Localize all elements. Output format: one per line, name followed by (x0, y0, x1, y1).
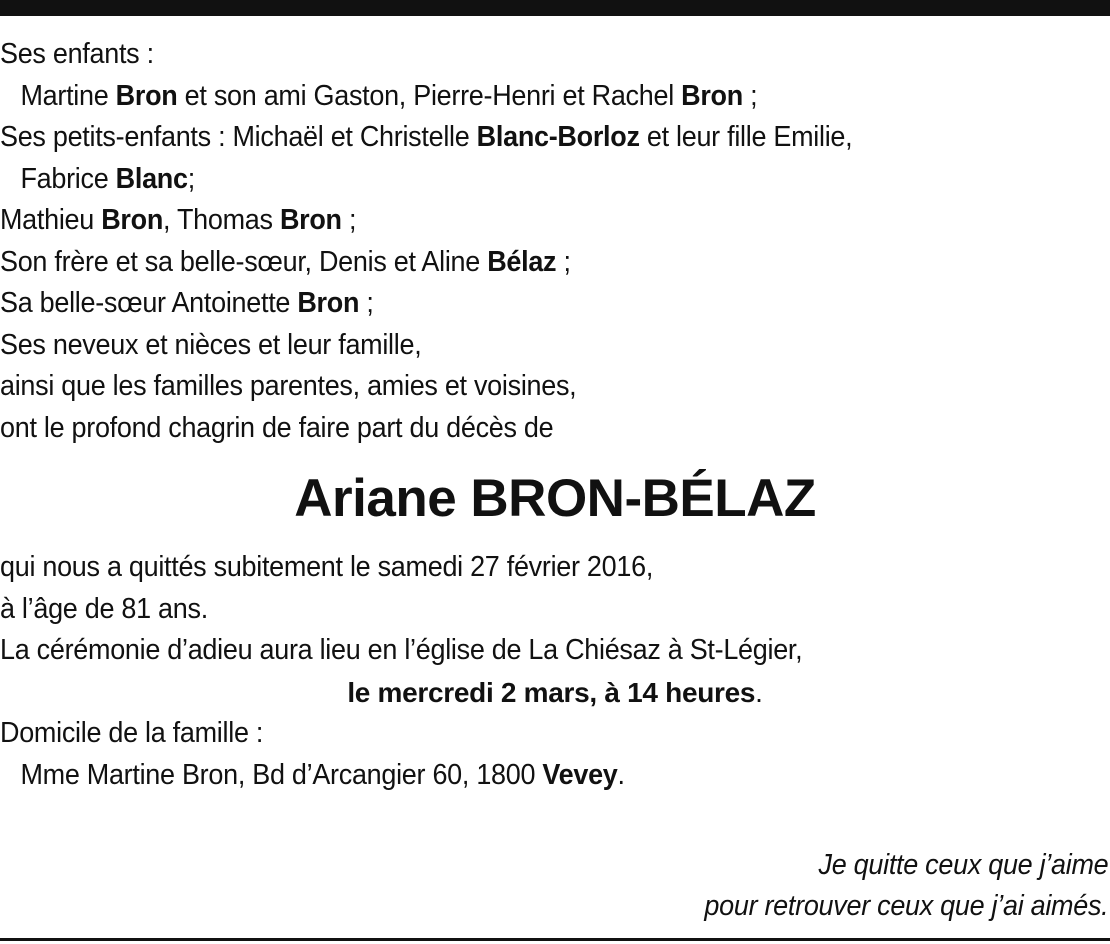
grandchildren-continuation (0, 159, 1032, 201)
deceased-name: Ariane BRON-BÉLAZ (294, 469, 816, 528)
ceremony-date-line (0, 672, 1110, 714)
text-segment: Mme Martine Bron, Bd d’Arcangier 60, 1800 (20, 758, 543, 791)
quote-line-1: Je quitte ceux que j’aime (818, 849, 1108, 881)
text-segment: Martine (20, 79, 116, 112)
text-segment: ; (359, 287, 374, 319)
text-segment: ; (187, 162, 195, 195)
grandchildren-line-2 (0, 200, 1032, 242)
surname: Blanc (115, 162, 188, 195)
families-line: ainsi que les familles parentes, amies et voisines, (0, 370, 577, 402)
sister-in-law-line (0, 283, 1032, 325)
text-segment: Fabrice (20, 162, 116, 195)
announcement-line: ont le profond chagrin de faire part du décès de (0, 411, 554, 444)
surname: Bélaz (487, 245, 557, 278)
quote-line-2: pour retrouver ceux que j’ai aimés. (704, 890, 1108, 922)
text-segment: Ses petits-enfants : Michaël et Christelle (0, 121, 477, 153)
obituary-notice (0, 34, 1110, 796)
text-segment: . (617, 758, 625, 791)
bottom-border-rule (0, 938, 1110, 941)
age-line: à l’âge de 81 ans. (0, 592, 208, 625)
text-segment: Mathieu (0, 204, 102, 236)
surname: Bron (681, 79, 743, 112)
surname: Bron (101, 204, 164, 236)
ceremony-date: le mercredi 2 mars, à 14 heures (347, 676, 756, 708)
surname: Bron (115, 79, 178, 112)
text-segment: ; (742, 79, 758, 112)
sibling-line (0, 242, 1032, 284)
text-segment: et son ami Gaston, Pierre-Henri et Rachel (177, 79, 682, 112)
surname: Bron (297, 287, 360, 319)
nephews-line: Ses neveux et nièces et leur famille, (0, 328, 422, 361)
children-line (0, 76, 1032, 118)
surname: Bron (279, 204, 342, 236)
text-segment: ; (341, 204, 357, 236)
surname: Blanc-Borloz (476, 121, 640, 153)
text-segment: et leur fille Emilie, (639, 121, 853, 153)
city: Vevey (542, 758, 618, 791)
death-details-line: qui nous a quittés subitement le samedi 27 février 2016, (0, 551, 654, 583)
text-segment: ; (556, 245, 571, 278)
text-segment: . (755, 676, 763, 708)
domicile-address (0, 755, 1032, 797)
ceremony-line: La cérémonie d’adieu aura lieu en l’église de La Chiésaz à St-Légier, (0, 634, 803, 666)
text-segment: Son frère et sa belle-sœur, Denis et Aline (0, 245, 488, 278)
top-border-rule (0, 0, 1110, 16)
closing-quote (674, 845, 1108, 927)
text-segment: Sa belle-sœur Antoinette (0, 287, 298, 319)
children-intro: Ses enfants : (0, 38, 154, 70)
grandchildren-line (0, 117, 1032, 159)
text-segment: , Thomas (163, 204, 280, 236)
domicile-intro: Domicile de la famille : (0, 717, 264, 749)
